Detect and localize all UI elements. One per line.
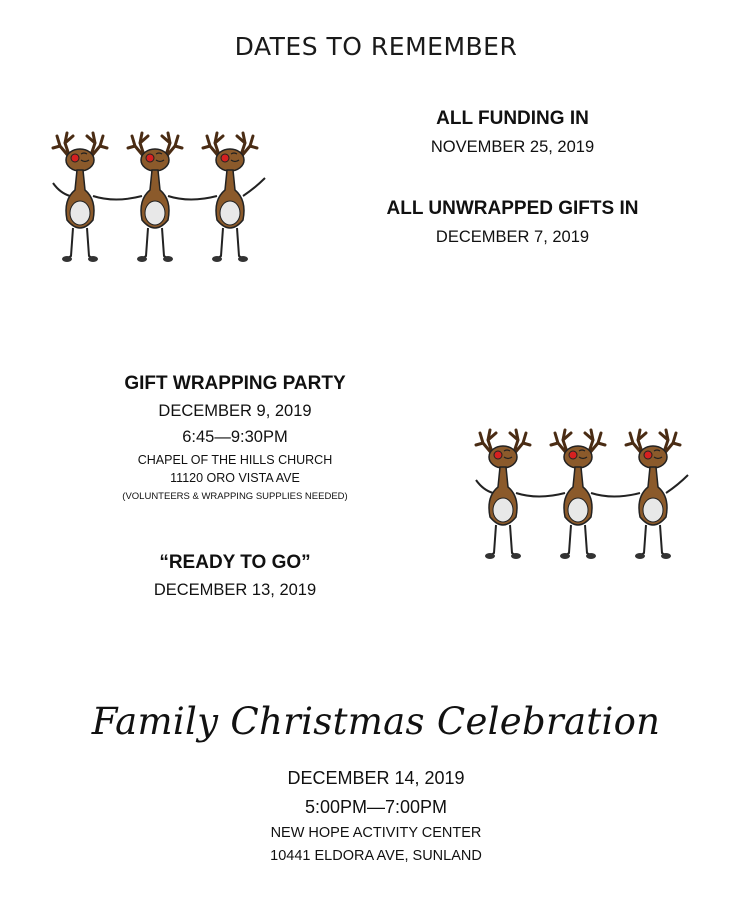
celebration-heading: Family Christmas Celebration: [91, 700, 661, 743]
wrapping-heading: GIFT WRAPPING PARTY: [124, 373, 346, 394]
wrapping-address: 11120 ORO VISTA AVE: [170, 471, 300, 485]
wrapping-date: DECEMBER 9, 2019: [158, 402, 312, 420]
page-title: DATES TO REMEMBER: [234, 32, 518, 61]
ready-heading: “READY TO GO”: [159, 552, 311, 573]
wrapping-time: 6:45—9:30PM: [182, 428, 288, 446]
wrapping-venue: CHAPEL OF THE HILLS CHURCH: [137, 453, 333, 467]
celebration-venue: NEW HOPE ACTIVITY CENTER: [270, 825, 482, 841]
reindeer-trio-icon: [45, 128, 275, 268]
funding-date: NOVEMBER 25, 2019: [430, 138, 595, 156]
celebration-date: DECEMBER 14, 2019: [287, 768, 465, 788]
celebration-time: 5:00PM—7:00PM: [304, 797, 448, 817]
funding-heading: ALL FUNDING IN: [436, 108, 589, 129]
celebration-address: 10441 ELDORA AVE, SUNLAND: [270, 848, 482, 864]
gifts-date: DECEMBER 7, 2019: [435, 228, 590, 246]
ready-date: DECEMBER 13, 2019: [153, 581, 317, 599]
reindeer-trio-icon: [468, 425, 698, 565]
gifts-heading: ALL UNWRAPPED GIFTS IN: [386, 198, 639, 219]
wrapping-note: (VOLUNTEERS & WRAPPING SUPPLIES NEEDED): [122, 491, 348, 502]
